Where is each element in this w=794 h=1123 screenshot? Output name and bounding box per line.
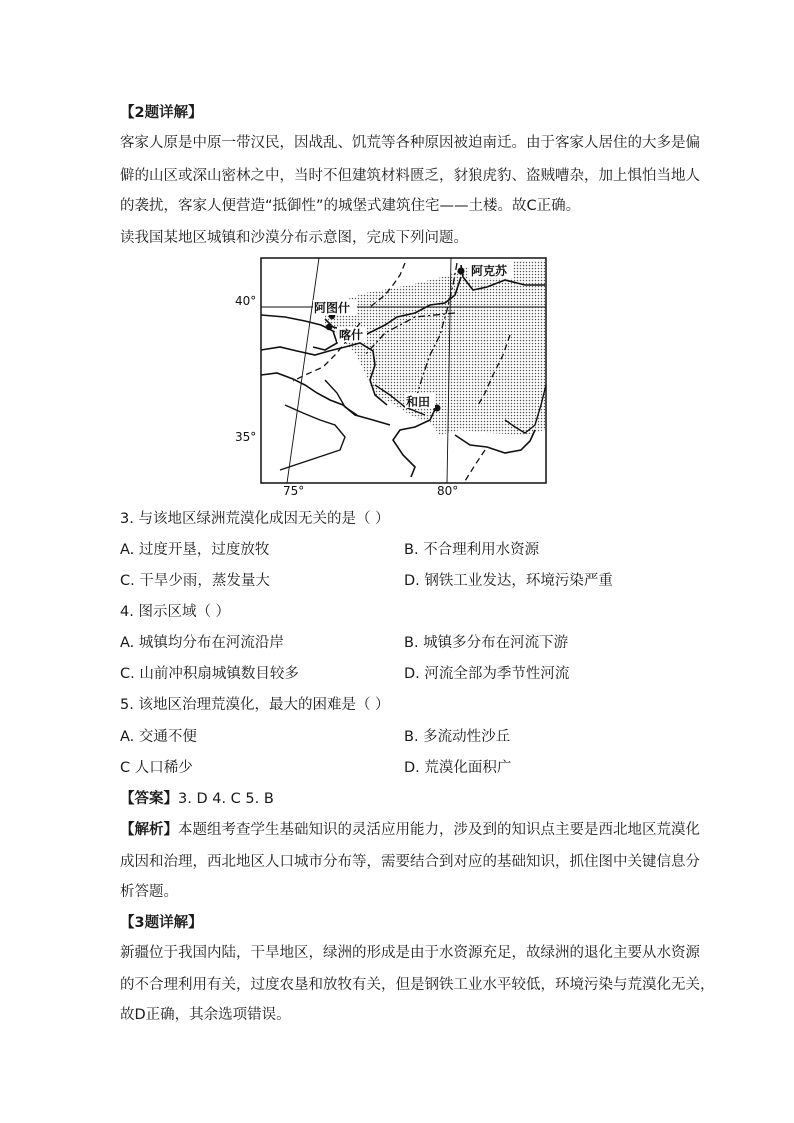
question-5-option-c: C 人口稀少: [120, 760, 193, 776]
paragraph-line: 析答题。: [120, 884, 178, 900]
city-marker-aksu: [458, 268, 465, 275]
paragraph-line: 客家人原是中原一带汉民，因战乱、饥荒等各种原因被迫南迁。由于客家人居住的大多是偏: [120, 135, 700, 151]
latitude-label-40: 40°: [235, 294, 257, 308]
question-3-option-b: B. 不合理利用水资源: [404, 542, 540, 558]
paragraph-line: 新疆位于我国内陆，干旱地区，绿洲的形成是由于水资源充足，故绿洲的退化主要从水资源: [120, 945, 700, 961]
question-5-option-a: A. 交通不便: [120, 729, 197, 745]
answer-text: 3. D 4. C 5. B: [178, 791, 274, 807]
latitude-label-35: 35°: [235, 430, 257, 444]
question-5-stem: 5. 该地区治理荒漠化，最大的困难是（ ）: [120, 697, 390, 713]
question-5-option-b: B. 多流动性沙丘: [404, 729, 511, 745]
question-4-option-d: D. 河流全部为季节性河流: [404, 666, 570, 682]
question-4-option-b: B. 城镇多分布在河流下游: [404, 635, 569, 651]
answer-label: 【答案】: [120, 791, 178, 807]
question-5-option-d: D. 荒漠化面积广: [404, 760, 512, 776]
paragraph-line: 故D正确，其余选项错误。: [120, 1007, 291, 1023]
city-desert-map: [225, 255, 565, 500]
question-intro: 读我国某地区城镇和沙漠分布示意图，完成下列问题。: [120, 230, 468, 246]
question-3-option-c: C. 干旱少雨，蒸发量大: [120, 573, 270, 589]
city-label-atushi: 阿图什: [314, 301, 351, 315]
answer-line: [120, 789, 274, 809]
question-4-option-c: C. 山前冲积扇城镇数目较多: [120, 666, 299, 682]
paragraph-line: 的不合理利用有关，过度农垦和放牧有关，但是钢铁工业水平较低，环境污染与荒漠化无关，: [120, 977, 715, 993]
longitude-label-75: 75°: [283, 484, 305, 498]
longitude-label-80: 80°: [437, 484, 459, 498]
city-label-aksu: 阿克苏: [471, 264, 508, 278]
paragraph-line: 成因和治理，西北地区人口城市分布等，需要结合到对应的基础知识，抓住图中关键信息分: [120, 854, 700, 870]
city-label-hotan: 和田: [406, 395, 431, 409]
analysis-text: 本题组考查学生基础知识的灵活应用能力，涉及到的知识点主要是西北地区荒漠化: [178, 822, 700, 838]
paragraph-line: 的袭扰，客家人便营造“抵御性”的城堡式建筑住宅——土楼。故C正确。: [120, 198, 581, 214]
section-2-heading: 【2题详解】: [120, 105, 203, 121]
analysis-label: 【解析】: [120, 822, 178, 838]
question-3-option-a: A. 过度开垦，过度放牧: [120, 542, 270, 558]
section-3-heading: 【3题详解】: [120, 915, 203, 931]
city-label-kashgar: 喀什: [339, 328, 364, 342]
question-3-stem: 3. 与该地区绿洲荒漠化成因无关的是（ ）: [120, 511, 390, 527]
city-marker-kashgar: [326, 324, 332, 330]
question-4-option-a: A. 城镇均分布在河流沿岸: [120, 635, 284, 651]
question-4-stem: 4. 图示区域（ ）: [120, 604, 231, 620]
question-3-option-d: D. 钢铁工业发达，环境污染严重: [404, 573, 613, 589]
analysis-line: [120, 820, 700, 840]
paragraph-line: 僻的山区或深山密林之中，当时不但建筑材料匮乏，豺狼虎豹、盗贼嘈杂，加上惧怕当地人: [120, 168, 700, 184]
